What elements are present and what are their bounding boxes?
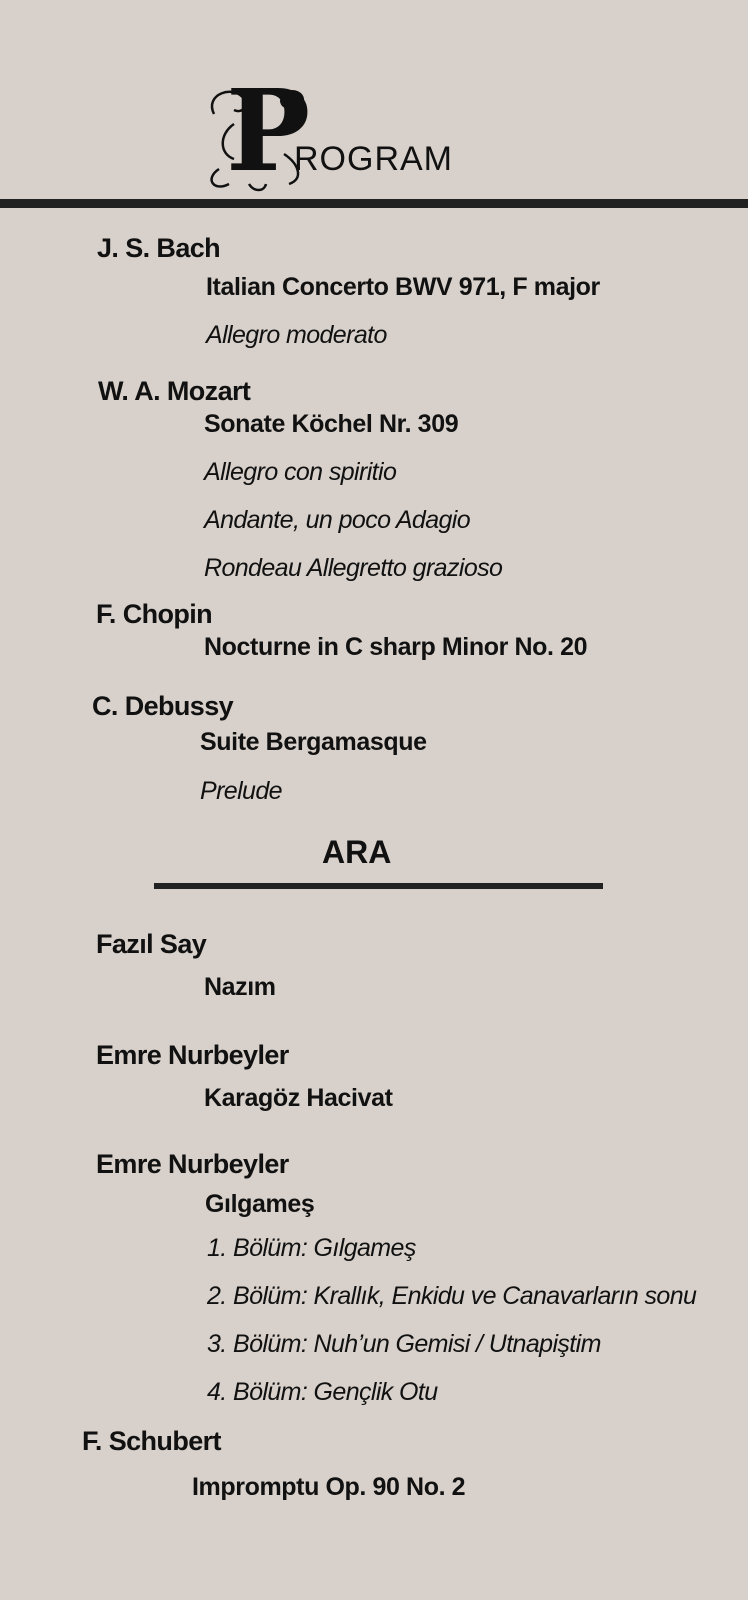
composer-name: F. Chopin [96,599,213,629]
program-title [204,66,504,197]
movement: 1. Bölüm: Gılgameş [207,1234,416,1262]
movement: 4. Bölüm: Gençlik Otu [207,1378,438,1406]
intermission-heading: ARA [322,834,392,870]
movement: Allegro con spiritio [204,458,397,486]
composer-name: Emre Nurbeyler [96,1040,289,1070]
composer-name: Emre Nurbeyler [96,1149,289,1179]
movement: 3. Bölüm: Nuh’un Gemisi / Utnapiştim [207,1330,601,1358]
movement: Andante, un poco Adagio [204,506,471,534]
work-title: Nazım [204,973,276,1001]
work-title: Impromptu Op. 90 No. 2 [192,1473,466,1501]
composer-name: W. A. Mozart [98,376,251,406]
composer-name: C. Debussy [92,691,234,721]
intermission-divider [154,883,603,889]
work-title: Nocturne in C sharp Minor No. 20 [204,633,588,661]
movement: Allegro moderato [206,321,387,349]
composer-name: J. S. Bach [97,233,221,263]
work-title: Gılgameş [205,1190,315,1218]
decorative-initial: P [226,66,311,197]
title-text: ROGRAM [294,140,453,178]
movement: 2. Bölüm: Krallık, Enkidu ve Canavarların sonu [207,1282,697,1310]
movement: Prelude [200,777,282,805]
composer-name: F. Schubert [82,1426,221,1456]
movement: Rondeau Allegretto grazioso [204,554,503,582]
work-title: Suite Bergamasque [200,728,427,756]
top-divider [0,199,748,208]
composer-name: Fazıl Say [96,929,207,959]
work-title: Sonate Köchel Nr. 309 [204,410,459,438]
work-title: Karagöz Hacivat [204,1084,393,1112]
work-title: Italian Concerto BWV 971, F major [206,273,600,301]
